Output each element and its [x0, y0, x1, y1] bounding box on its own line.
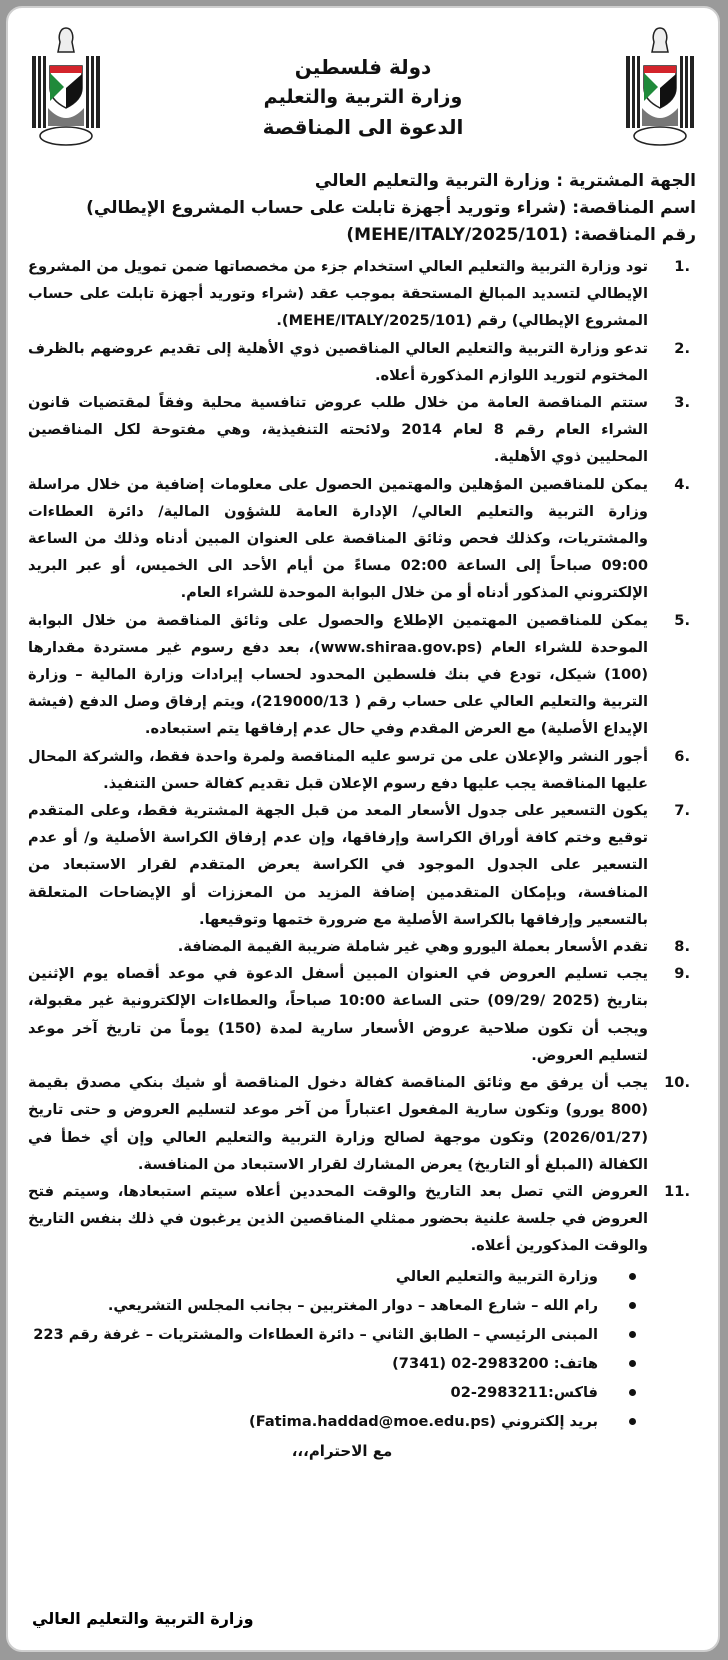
contact-email	[28, 1407, 696, 1436]
item-number: 2.	[674, 339, 690, 357]
contact-phone	[28, 1349, 696, 1378]
ministry-name: وزارة التربية والتعليم	[263, 86, 463, 108]
header-titles	[8, 52, 718, 142]
item-text: تود وزارة التربية والتعليم العالي استخدام جزء من مخصصاتها ضمن تمويل من المشروع الإيطالي لتسديد المبالغ المستحقة بموجب عقد (شراء وتوريد أجهزة تابلت على حساب المشروع الإيطالي) رقم (MEHE/ITALY/2025/101).	[28, 258, 648, 330]
fax-label: فاكس:	[548, 1383, 598, 1401]
contact-text: رام الله – شارع المعاهد – دوار المغتربين – بجانب المجلس التشريعي.	[107, 1296, 598, 1314]
item-text: يجب أن يرفق مع وثائق المناقصة كفالة دخول المناقصة أو شيك بنكي مصدق بقيمة (800 يورو) وتكون سارية المفعول اعتباراً من آخر موعد لتسليم العروض و حتى تاريخ (2026/01/27) وتكون موجهة لصالح وزارة التربية والتعليم العالي وإن أي خطأ في الكفالة (المبلغ أو التاريخ) يعرض المشارك لقرار الاستبعاد من المنافسة.	[28, 1074, 648, 1173]
contact-text: وزارة التربية والتعليم العالي	[395, 1267, 598, 1285]
condition-item	[28, 335, 696, 389]
item-text: تقدم الأسعار بعملة اليورو وهي غير شاملة ضريبة القيمة المضافة.	[177, 938, 648, 956]
phone-label: هاتف:	[553, 1354, 598, 1372]
phone-value[interactable]: (7341) 02-2983200	[392, 1354, 549, 1372]
condition-item	[28, 253, 696, 335]
buyer-line	[28, 168, 696, 195]
bullet-icon	[629, 1273, 636, 1280]
item-text: أجور النشر والإعلان على من ترسو عليه المناقصة ولمرة واحدة فقط، والشركة المحال عليها المناقصة يجب عليها دفع رسوم الإعلان قبل تقديم كفالة حسن التنفيذ.	[28, 747, 648, 792]
tender-notice-panel	[6, 6, 720, 1652]
item-text: يمكن للمناقصين المؤهلين والمهتمين الحصول على معلومات إضافية من خلال مراسلة وزارة التربية والتعليم العالي/ الإدارة العامة للشؤون المالية/ دائرة العطاءات والمشتريات، وكذلك فحص وثائق المناقصة على العنوان المبين أدناه وذلك من الساعة 09:00 صباحاً إلى الساعة 02:00 مساءً من أيام الأحد الى الخميس، أو عبر البريد الإلكتروني المذكور أدناه أو من خلال البوابة الموحدة للشراء العام.	[28, 475, 648, 602]
condition-item	[28, 960, 696, 1069]
item-number: 9.	[674, 965, 690, 983]
buyer-label: الجهة المشترية :	[556, 171, 696, 191]
email-label: بريد إلكتروني	[501, 1412, 598, 1430]
item-number: 1.	[674, 258, 690, 275]
item-number: 11.	[664, 1182, 690, 1200]
bullet-icon	[629, 1331, 636, 1338]
buyer-value: وزارة التربية والتعليم العالي	[314, 171, 551, 191]
contact-ministry	[28, 1262, 696, 1291]
item-number: 5.	[674, 611, 690, 629]
bullet-icon	[629, 1418, 636, 1425]
notice-title: الدعوة الى المناقصة	[262, 115, 464, 139]
item-number: 4.	[674, 475, 690, 493]
tender-name-line	[28, 195, 696, 222]
condition-item	[28, 1069, 696, 1178]
item-text: يمكن للمناقصين المهتمين الإطلاع والحصول على وثائق المناقصة من خلال البوابة الموحدة للشراء العام (www.shiraa.gov.ps)، بعد دفع رسوم غير مستردة مقدارها (100) شيكل، تودع في بنك فلسطين المحدود لحساب إيرادات وزارة المالية – وزارة التربية والتعليم العالي على حساب رقم ( 219000/13)، ويتم إرفاق وصل الدفع (فيشة الإيداع الأصلية) مع العرض المقدم وفي حال عدم إرفاقها يتم استبعاده.	[28, 611, 648, 738]
tender-number-label: رقم المناقصة:	[573, 225, 696, 245]
bullet-icon	[629, 1389, 636, 1396]
tender-name-label: اسم المناقصة:	[572, 198, 696, 218]
contact-fax	[28, 1378, 696, 1407]
item-number: 8.	[674, 938, 690, 956]
tender-number-value: (MEHE/ITALY/2025/101)	[346, 225, 568, 245]
condition-item	[28, 1178, 696, 1260]
contact-address	[28, 1291, 696, 1320]
bullet-icon	[629, 1360, 636, 1367]
condition-item	[28, 933, 696, 960]
tender-number-line	[28, 222, 696, 249]
contact-text: المبنى الرئيسي – الطابق الثاني – دائرة العطاءات والمشتريات – غرفة رقم 223	[33, 1325, 598, 1343]
closing-regards: مع الاحترام،،،	[291, 1441, 393, 1460]
signature: وزارة التربية والتعليم العالي	[32, 1609, 254, 1628]
item-number: 7.	[674, 802, 690, 820]
item-text: يكون التسعير على جدول الأسعار المعد من قبل الجهة المشترية فقط، وعلى المتقدم توقيع وختم كافة أوراق الكراسة وإرفاقها، وإن عدم إرفاق الكراسة الأصلية و/ أو عدم التسعير على الجدول الموجود في الكراسة يعرض المتقدم لقرار الاستبعاد من المنافسة، وبإمكان المتقدمين إضافة المزيد من المعززات أو الإيضاحات المتعلقة بالتسعير وإرفاقها بالكراسة الأصلية مع ضرورة ختمها وتوقيعها.	[28, 802, 648, 928]
condition-item	[28, 607, 696, 743]
condition-item	[28, 743, 696, 797]
condition-item	[28, 389, 696, 471]
notice-header	[8, 8, 718, 168]
notice-body	[8, 168, 718, 1466]
item-number: 10.	[664, 1074, 690, 1092]
conditions-list	[28, 253, 696, 1260]
item-text: العروض التي تصل بعد التاريخ والوقت المحددين أعلاه سيتم استبعادها، وسيتم فتح العروض في جلسة علنية بحضور ممثلي المناقصين الذين يرغبون في ذلك بنفس التاريخ والوقت المذكورين أعلاه.	[28, 1182, 648, 1255]
item-text: يجب تسليم العروض في العنوان المبين أسفل الدعوة في موعد أقصاه يوم الإثنين بتاريخ (2025 /09/29) حتى الساعة 10:00 صباحاً، والعطاءات الإلكترونية غير مقبولة، ويجب أن تكون صلاحية عروض الأسعار سارية لمدة (150) يوماً من تاريخ آخر موعد لتسليم العروض.	[28, 965, 648, 1064]
tender-name-value: (شراء وتوريد أجهزة تابلت على حساب المشروع الإيطالي)	[86, 198, 567, 218]
item-text: تدعو وزارة التربية والتعليم العالي المناقصين ذوي الأهلية إلى تقديم عروضهم بالظرف المختوم لتوريد اللوازم المذكورة أعلاه.	[28, 339, 648, 384]
bullet-icon	[629, 1302, 636, 1309]
item-text: ستتم المناقصة العامة من خلال طلب عروض تنافسية محلية وفقاً لمقتضيات قانون الشراء العام رقم 8 لعام 2014 ولائحته التنفيذية، وهي مفتوحة لكل المناقصين المحليين ذوي الأهلية.	[28, 394, 648, 466]
state-name: دولة فلسطين	[294, 55, 432, 79]
contact-building	[28, 1320, 696, 1349]
condition-item	[28, 797, 696, 933]
palestine-emblem-icon	[622, 22, 698, 152]
contact-list	[28, 1262, 696, 1436]
item-number: 3.	[674, 394, 690, 412]
condition-item	[28, 471, 696, 607]
fax-value: 02-2983211	[450, 1383, 548, 1401]
item-number: 6.	[674, 747, 690, 765]
email-link[interactable]: (Fatima.haddad@moe.edu.ps)	[249, 1412, 497, 1430]
